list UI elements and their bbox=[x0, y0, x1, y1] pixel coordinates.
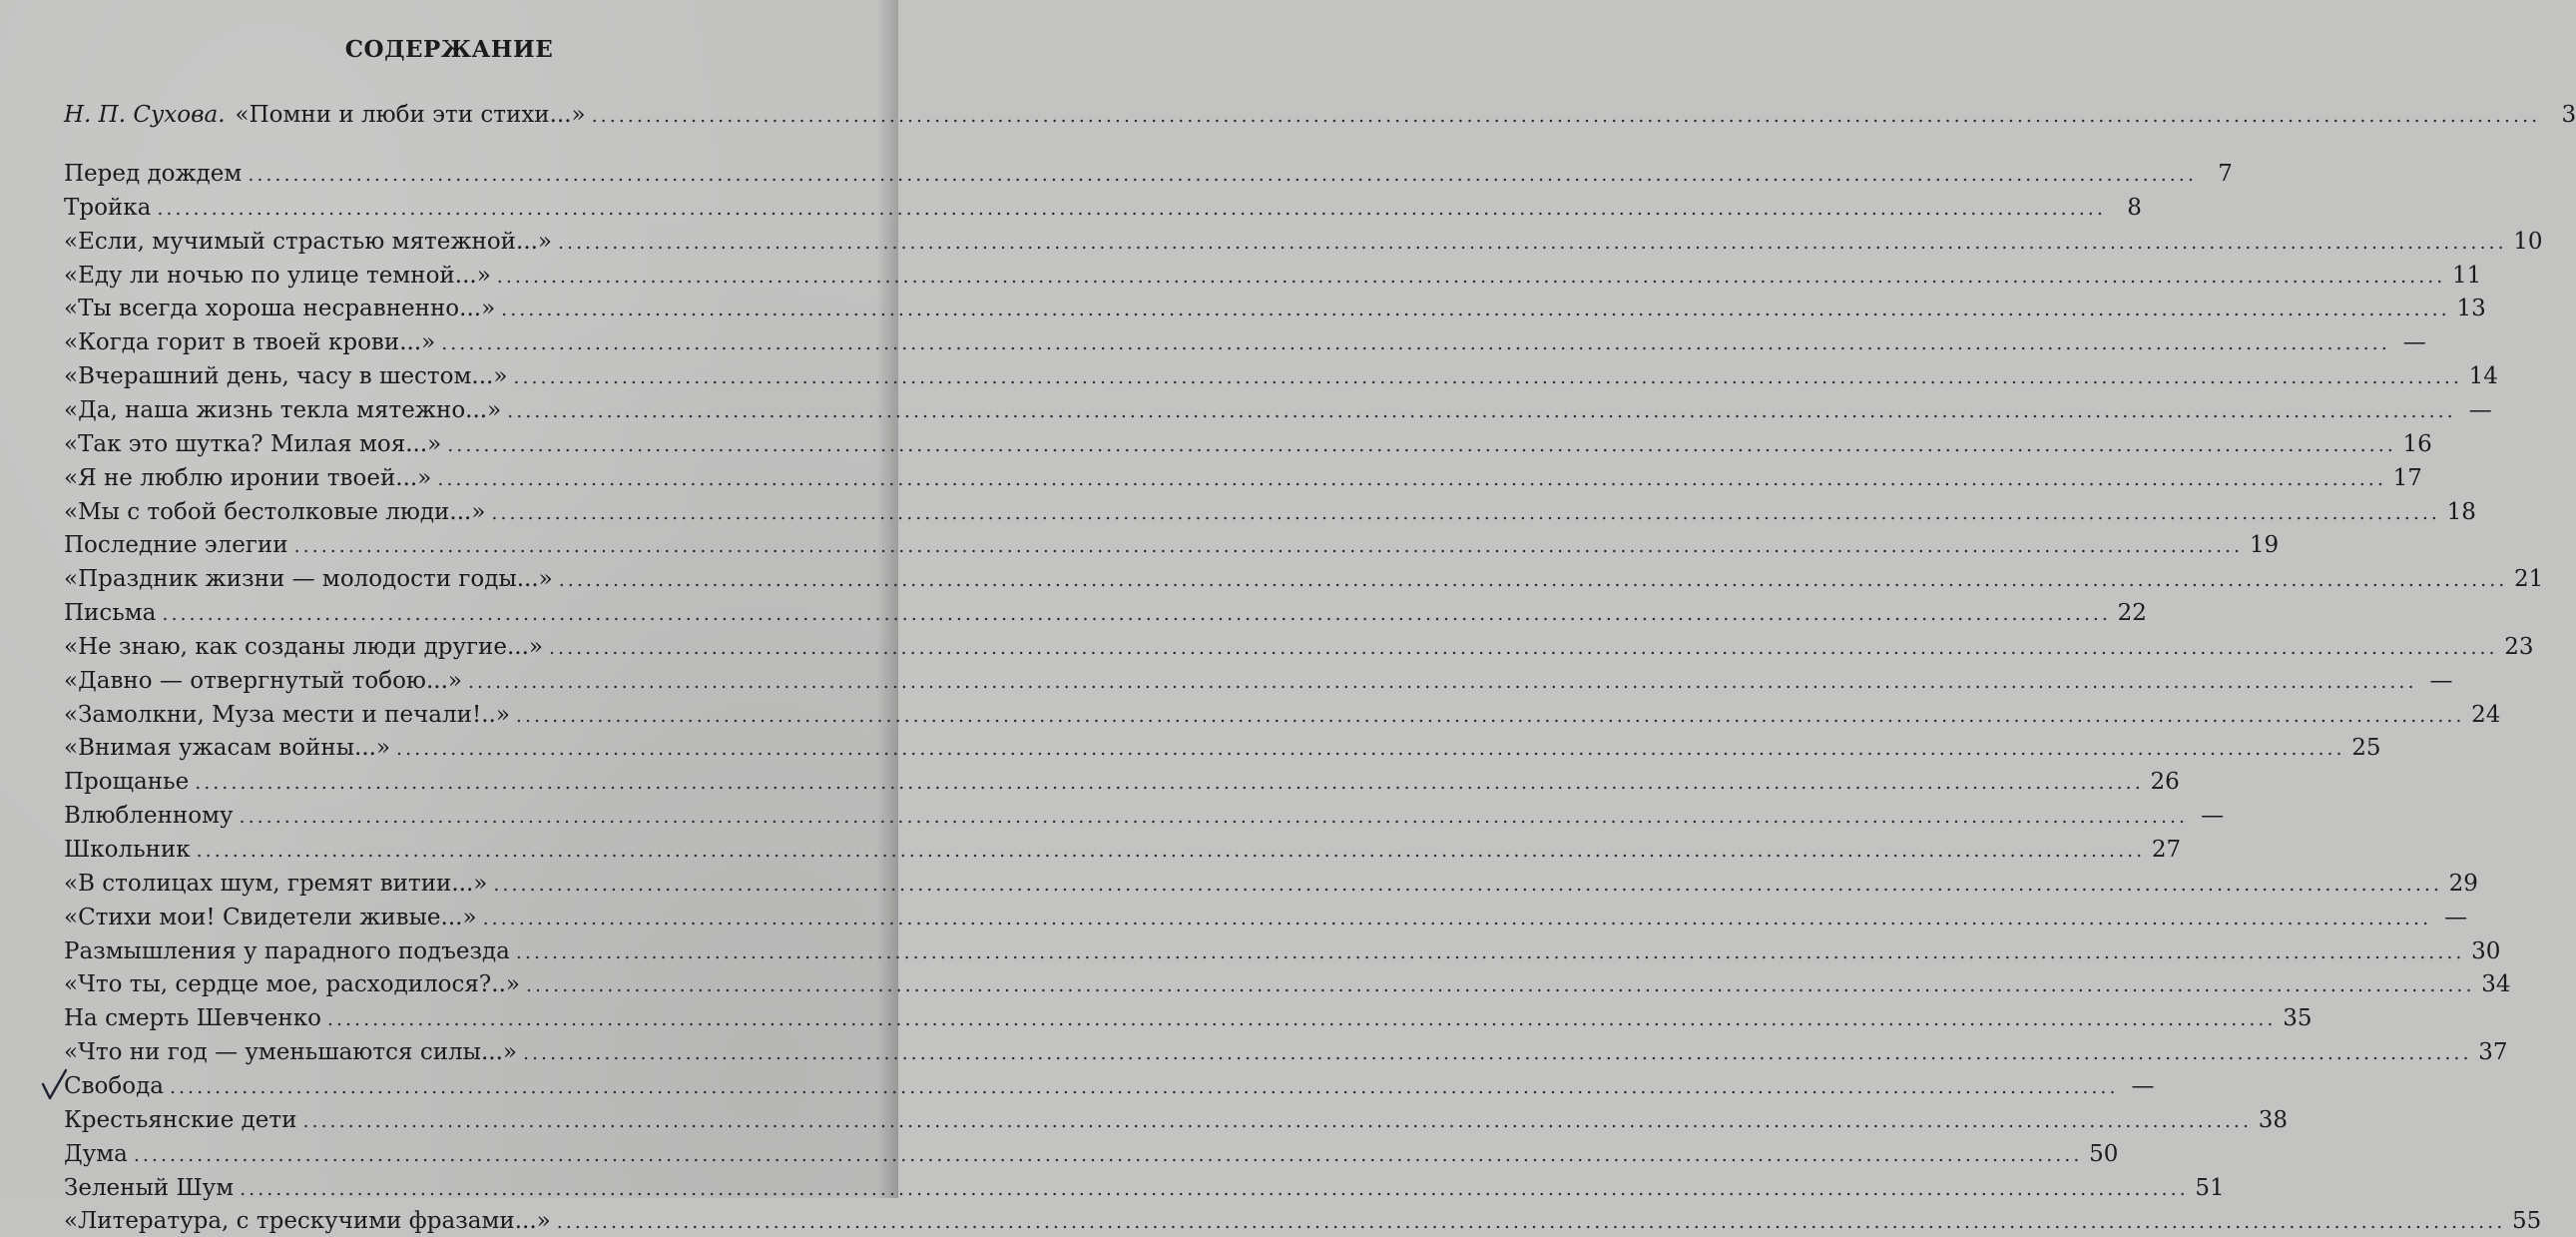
toc-entry-page-number: 27 bbox=[2151, 837, 2182, 863]
toc-entry-title bbox=[64, 1105, 296, 1135]
toc-entry-title bbox=[64, 395, 501, 425]
toc-entry-title bbox=[64, 294, 495, 323]
toc-leader-dots bbox=[507, 396, 2456, 426]
toc-entry-title bbox=[64, 463, 431, 493]
toc-entry-title-text: Зеленый Шум bbox=[64, 1175, 235, 1201]
toc-entry bbox=[64, 1105, 2288, 1136]
toc-entry-page-number: — bbox=[2131, 1073, 2155, 1099]
toc-entry-title bbox=[64, 632, 543, 662]
toc-entry-title bbox=[64, 666, 462, 696]
toc-entry-page-number: 18 bbox=[2446, 499, 2476, 525]
toc-entry-author: Н. П. Сухова. bbox=[64, 102, 226, 128]
toc-entry-title bbox=[64, 1173, 234, 1203]
toc-entry-title bbox=[64, 1206, 551, 1236]
toc-leader-dots bbox=[558, 228, 2507, 258]
toc-entry-page-number: 11 bbox=[2452, 263, 2482, 289]
toc-entry-title bbox=[64, 227, 552, 257]
toc-entry-title-text: «Так это шутка? Милая моя...» bbox=[64, 431, 442, 457]
toc-entry-page-number: 55 bbox=[2511, 1208, 2542, 1234]
toc-entry-title bbox=[64, 327, 435, 357]
toc-entry bbox=[64, 598, 2147, 629]
toc-leader-dots bbox=[248, 160, 2197, 190]
toc-entry-title-text: «Помни и люби эти стихи...» bbox=[235, 102, 586, 128]
toc-leader-dots bbox=[491, 498, 2440, 528]
toc-leader-dots bbox=[195, 768, 2144, 798]
toc-leader-dots bbox=[170, 1072, 2119, 1102]
toc-entry-title-text: «Я не люблю иронии твоей...» bbox=[64, 465, 432, 491]
toc-entry-page-number: 22 bbox=[2117, 600, 2147, 626]
toc-entry-title-text: Крестьянские дети bbox=[64, 1107, 297, 1133]
page-title: СОДЕРЖАНИЕ bbox=[344, 36, 554, 63]
toc-leader-dots bbox=[302, 1106, 2252, 1136]
toc-entry-title-text: «Что ты, сердце мое, расходилося?..» bbox=[64, 971, 520, 997]
toc-leader-dots bbox=[483, 904, 2432, 933]
toc-entry bbox=[64, 733, 2381, 764]
toc-entry-page-number: 38 bbox=[2258, 1107, 2288, 1133]
toc-entry-title bbox=[64, 193, 151, 223]
toc-entry-page-number: 30 bbox=[2471, 938, 2501, 964]
toc-entry bbox=[64, 530, 2280, 561]
toc-entry bbox=[64, 227, 2543, 258]
toc-entry bbox=[64, 1003, 2313, 1034]
toc-entry bbox=[64, 767, 2180, 798]
toc-leader-dots bbox=[441, 328, 2390, 358]
toc-entry-page-number: 24 bbox=[2471, 702, 2501, 728]
toc-entry-title bbox=[64, 497, 485, 527]
toc-entry-title-text: Дума bbox=[64, 1141, 128, 1167]
toc-entry bbox=[64, 1206, 2542, 1237]
toc-entry-page-number: 8 bbox=[2127, 195, 2142, 221]
toc-entry-page-number: — bbox=[2444, 905, 2468, 930]
toc-entry-page-number: 7 bbox=[2218, 161, 2233, 187]
toc-entry-title-text: «В столицах шум, гремят витии...» bbox=[64, 871, 488, 897]
toc-entry-page-number: 21 bbox=[2514, 566, 2544, 592]
toc-entry bbox=[64, 564, 2544, 595]
toc-entry bbox=[64, 835, 2182, 866]
toc-entry-title bbox=[64, 767, 189, 797]
toc-leader-dots bbox=[497, 262, 2446, 292]
toc-entry-title bbox=[64, 801, 234, 831]
toc-leader-dots bbox=[493, 870, 2442, 900]
toc-entry bbox=[64, 100, 2576, 131]
toc-entry-title-text: «Когда горит в твоей крови...» bbox=[64, 329, 436, 355]
toc-entry bbox=[64, 700, 2501, 731]
toc-entry-title-text: Влюбленному bbox=[64, 803, 234, 829]
toc-entry bbox=[64, 1173, 2225, 1204]
toc-entry-page-number: 14 bbox=[2468, 363, 2498, 389]
toc-entry-page-number: 37 bbox=[2478, 1039, 2508, 1065]
toc-leader-dots bbox=[327, 1004, 2277, 1034]
toc-entry-page-number: 51 bbox=[2195, 1175, 2225, 1201]
toc-entry bbox=[64, 429, 2432, 460]
toc-entry-title-text: «Литература, с трескучими фразами...» bbox=[64, 1208, 551, 1234]
toc-entry-title-text: «Праздник жизни — молодости годы...» bbox=[64, 566, 553, 592]
toc-entry bbox=[64, 261, 2482, 292]
toc-entry bbox=[64, 1071, 2155, 1102]
toc-entry bbox=[64, 497, 2476, 528]
toc-leader-dots bbox=[516, 937, 2465, 967]
toc-entry bbox=[64, 327, 2426, 358]
toc-entry-page-number: 34 bbox=[2481, 971, 2511, 997]
toc-entry-title bbox=[64, 869, 487, 899]
toc-entry-title-text: «Внимая ужасам войны...» bbox=[64, 735, 391, 761]
toc-entry bbox=[64, 666, 2453, 697]
toc-entry bbox=[64, 294, 2486, 324]
toc-entry-title-text: Перед дождем bbox=[64, 161, 243, 187]
toc-entry-page-number: 25 bbox=[2351, 735, 2381, 761]
toc-entry-title-text: «Не знаю, как созданы люди другие...» bbox=[64, 634, 544, 660]
toc-leader-dots bbox=[134, 1140, 2083, 1170]
toc-entry-title-text: «Да, наша жизнь текла мятежно...» bbox=[64, 397, 502, 423]
toc-leader-dots bbox=[240, 1174, 2189, 1204]
toc-entry bbox=[64, 632, 2534, 663]
toc-entry-title bbox=[64, 261, 491, 291]
toc-entry-title bbox=[64, 835, 191, 865]
toc-leader-dots bbox=[501, 295, 2450, 324]
toc-entry-title-text: Тройка bbox=[64, 195, 152, 221]
toc-entry-page-number: 23 bbox=[2504, 634, 2534, 660]
toc-entry-title bbox=[64, 159, 242, 189]
toc-entry-page-number: 50 bbox=[2089, 1141, 2119, 1167]
toc-leader-dots bbox=[162, 599, 2111, 629]
toc-entry-title-text: Размышления у парадного подъезда bbox=[64, 938, 510, 964]
toc-entry bbox=[64, 395, 2492, 426]
toc-entry-page-number: 16 bbox=[2402, 431, 2432, 457]
toc-entry bbox=[64, 936, 2501, 967]
toc-leader-dots bbox=[526, 970, 2475, 1000]
toc-entry-title-text: «Ты всегда хороша несравненно...» bbox=[64, 296, 496, 321]
toc-leader-dots bbox=[197, 836, 2146, 866]
toc-entry-title bbox=[64, 700, 510, 730]
toc-entry-title-text: Школьник bbox=[64, 837, 191, 863]
toc-leader-dots bbox=[592, 101, 2541, 131]
toc-entry-title bbox=[64, 1003, 321, 1033]
toc-entry-title bbox=[64, 733, 390, 763]
toc-entry-title-text: Прощанье bbox=[64, 769, 190, 795]
toc-entry-page-number: — bbox=[2402, 329, 2426, 355]
toc-leader-dots bbox=[549, 633, 2498, 663]
toc-entry-title bbox=[64, 1139, 128, 1169]
toc-leader-dots bbox=[447, 430, 2396, 460]
toc-entry-title-text: «Давно — отвергнутый тобою...» bbox=[64, 668, 462, 694]
toc-entry-page-number: 35 bbox=[2283, 1005, 2313, 1031]
toc-leader-dots bbox=[437, 464, 2386, 494]
toc-entry-title-text: «Вчерашний день, часу в шестом...» bbox=[64, 363, 508, 389]
toc-entry-title-text: Свобода bbox=[64, 1073, 164, 1099]
toc-entry bbox=[64, 1037, 2508, 1068]
toc-leader-dots bbox=[523, 1038, 2472, 1068]
toc-entry-page-number: 29 bbox=[2448, 871, 2478, 897]
toc-leader-dots bbox=[157, 194, 2106, 224]
toc-entry-page-number: 3 bbox=[2561, 102, 2576, 128]
toc-entry-page-number: — bbox=[2201, 803, 2225, 829]
toc-entry-title bbox=[64, 969, 520, 999]
toc-entry-page-number: — bbox=[2429, 668, 2453, 694]
toc-leader-dots bbox=[468, 667, 2417, 697]
toc-entry bbox=[64, 361, 2498, 392]
toc-entry bbox=[64, 869, 2478, 900]
toc-entry-title-text: «Что ни год — уменьшаются силы...» bbox=[64, 1039, 517, 1065]
toc-entry bbox=[64, 463, 2422, 494]
toc-entry-title-text: «Мы с тобой бестолковые люди...» bbox=[64, 499, 486, 525]
toc-entry-title-text: На смерть Шевченко bbox=[64, 1005, 321, 1031]
toc-entry-title-text: «Стихи мои! Свидетели живые...» bbox=[64, 905, 477, 930]
toc-entry-title bbox=[64, 429, 441, 459]
toc-entry bbox=[64, 159, 2233, 190]
toc-entry-page-number: 19 bbox=[2249, 532, 2280, 558]
toc-entry-page-number: — bbox=[2468, 397, 2492, 423]
toc-leader-dots bbox=[516, 701, 2465, 731]
toc-entry-title bbox=[64, 903, 477, 932]
toc-leader-dots bbox=[294, 531, 2244, 561]
toc-entry-title-text: Последние элегии bbox=[64, 532, 288, 558]
toc-entry-title bbox=[64, 530, 288, 560]
toc-entry-title-text: «Если, мучимый страстью мятежной...» bbox=[64, 229, 553, 255]
toc-entry-page-number: 10 bbox=[2513, 229, 2543, 255]
toc-entry-title-text: «Замолкни, Муза мести и печали!..» bbox=[64, 702, 510, 728]
toc-entry bbox=[64, 801, 2225, 832]
toc-entry-title-text: Письма bbox=[64, 600, 157, 626]
toc-leader-dots bbox=[513, 362, 2462, 392]
toc-entry-title bbox=[64, 936, 510, 966]
toc-entry-title bbox=[64, 1037, 517, 1067]
handwritten-check-icon bbox=[40, 1068, 70, 1102]
toc-entry-title bbox=[64, 361, 507, 391]
toc-entry bbox=[64, 903, 2468, 933]
toc-entry-title bbox=[64, 598, 156, 628]
toc-entry-title bbox=[64, 1071, 164, 1101]
toc-entry-title-text: «Еду ли ночью по улице темной...» bbox=[64, 263, 491, 289]
toc-entry bbox=[64, 1139, 2119, 1170]
toc-leader-dots bbox=[396, 734, 2345, 764]
toc-entry bbox=[64, 193, 2142, 224]
toc-entry-title bbox=[64, 564, 553, 594]
toc-entry-page-number: 17 bbox=[2392, 465, 2422, 491]
toc-leader-dots bbox=[557, 1207, 2506, 1237]
toc-entry bbox=[64, 969, 2511, 1000]
toc-entry-page-number: 13 bbox=[2456, 296, 2486, 321]
toc-entry-page-number: 26 bbox=[2150, 769, 2180, 795]
toc-leader-dots bbox=[240, 802, 2189, 832]
toc-leader-dots bbox=[559, 565, 2508, 595]
toc-entry-title bbox=[64, 100, 586, 130]
